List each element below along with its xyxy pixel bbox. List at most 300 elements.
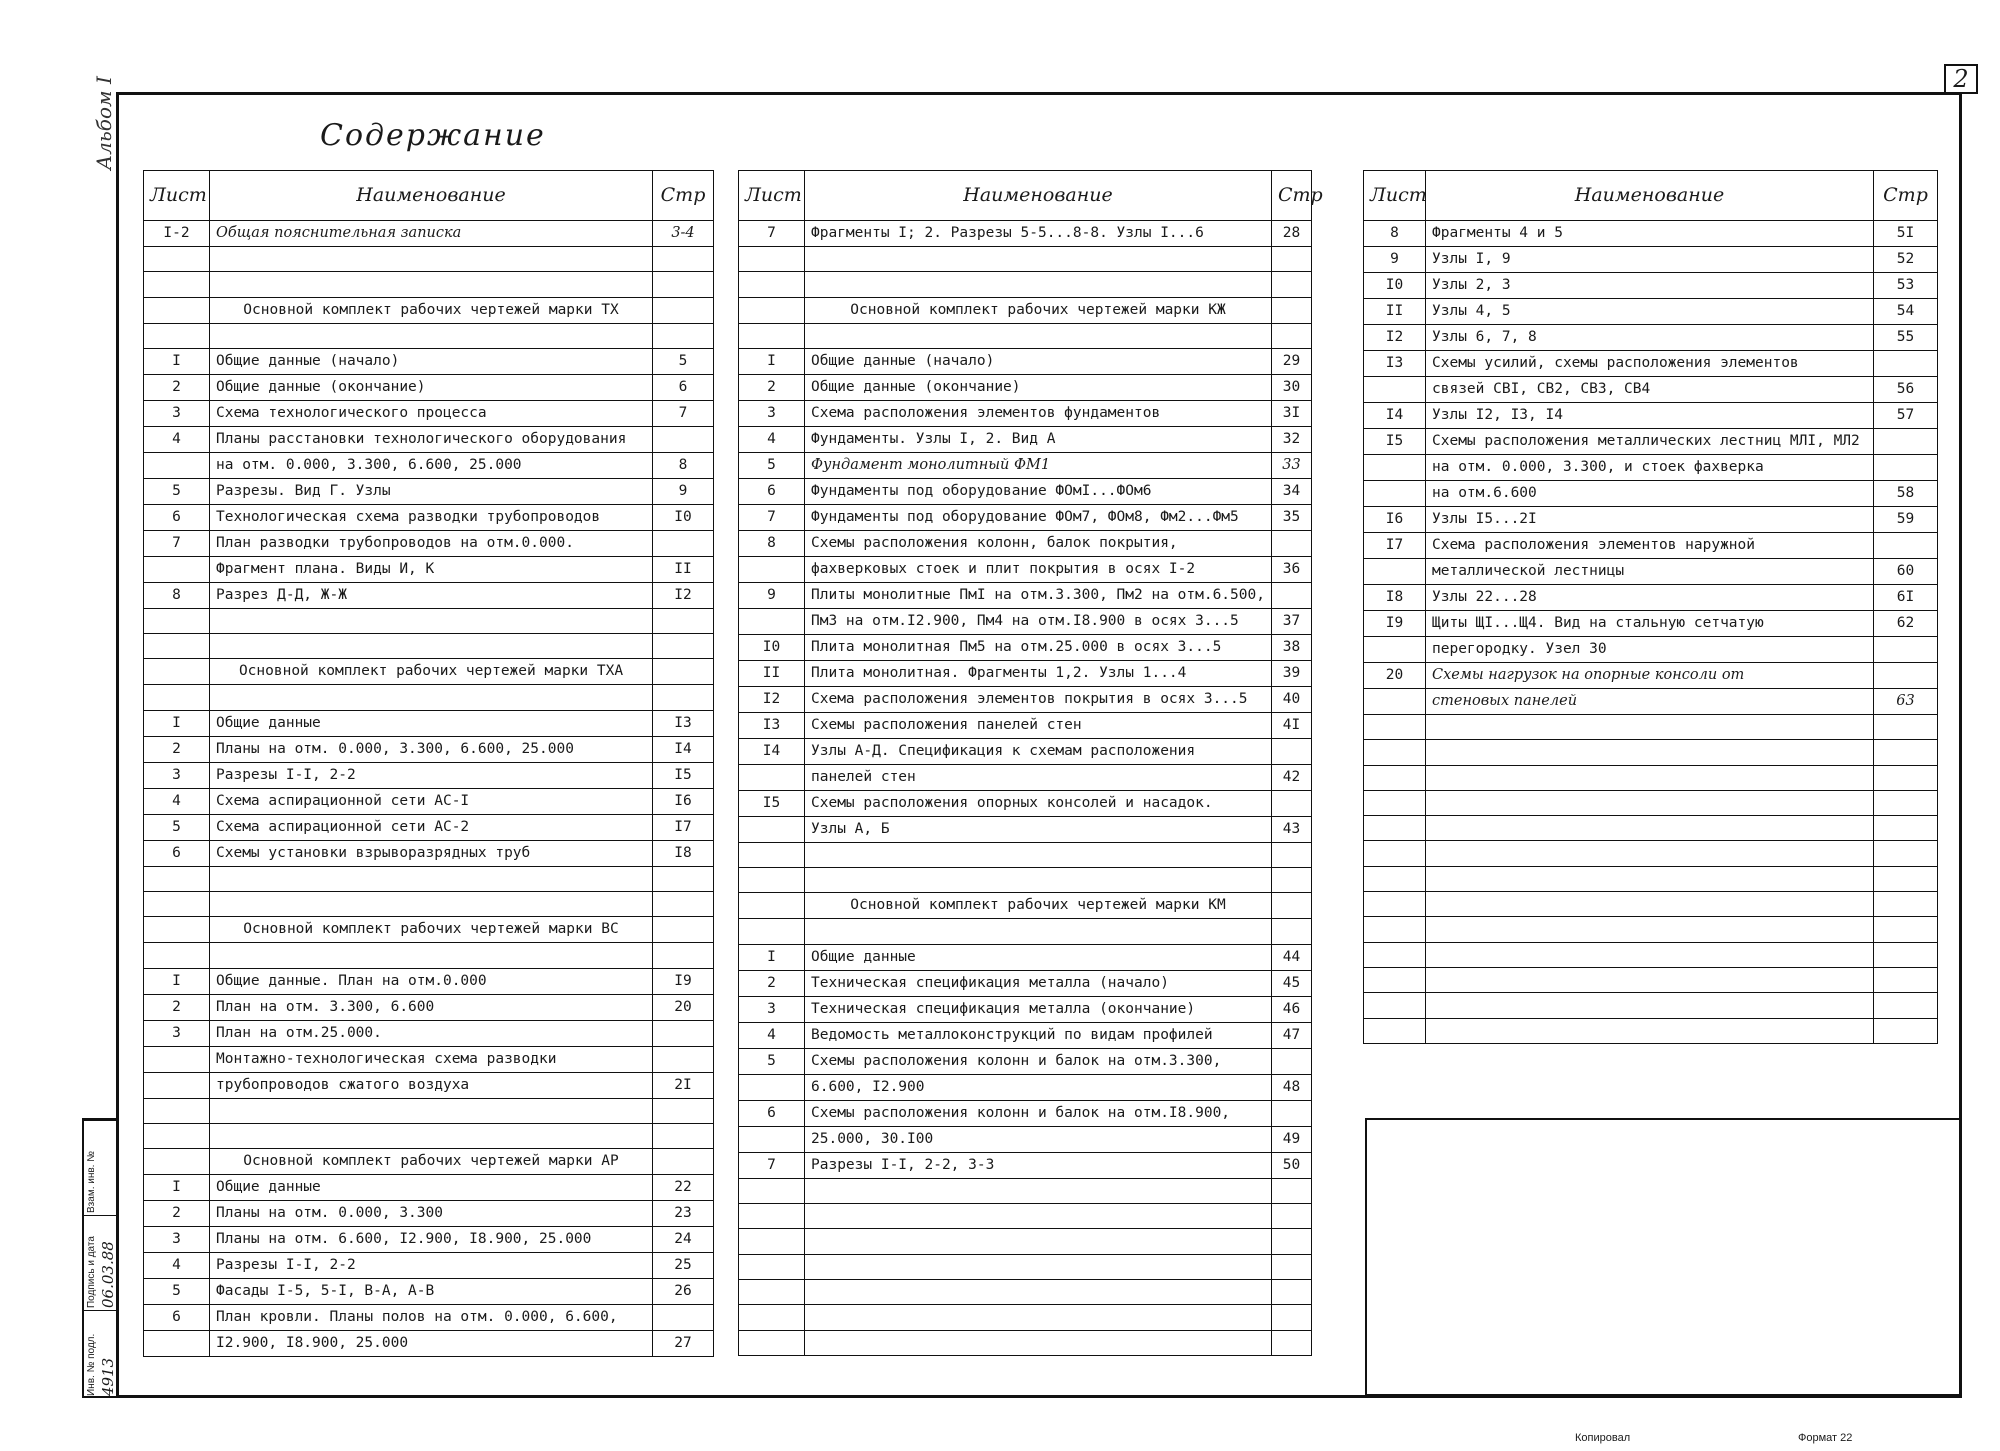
name-cell: Схема расположения элементов фундаментов <box>805 400 1272 426</box>
sheet-cell <box>739 323 805 348</box>
sheet-cell: I0 <box>739 634 805 660</box>
page-cell <box>653 1305 714 1331</box>
table-row <box>144 1175 714 1201</box>
name-cell: Фундамент монолитный ФМ1 <box>805 452 1272 478</box>
name-cell <box>1426 1018 1874 1043</box>
table-row <box>144 1253 714 1279</box>
page-cell: 38 <box>1272 634 1312 660</box>
name-cell: Фундаменты под оборудование ФОмI...ФОм6 <box>805 478 1272 504</box>
sheet-cell <box>144 1098 210 1123</box>
table-row <box>1364 455 1938 481</box>
page-cell <box>1874 637 1938 663</box>
sheet-cell <box>144 247 210 272</box>
sheet-cell <box>1364 481 1426 507</box>
page-cell: 30 <box>1272 374 1312 400</box>
name-cell: Общая пояснительная записка <box>210 221 653 247</box>
name-cell <box>1426 715 1874 740</box>
page-cell <box>1272 1254 1312 1279</box>
page-cell: 63 <box>1874 689 1938 715</box>
sheet-cell: I5 <box>1364 429 1426 455</box>
sheet-cell: II <box>739 660 805 686</box>
table-row <box>1364 816 1938 841</box>
page-cell <box>1272 738 1312 764</box>
table-row <box>144 685 714 710</box>
name-cell: стеновых панелей <box>1426 689 1874 715</box>
page-cell <box>1272 1305 1312 1330</box>
name-cell: на отм. 0.000, 3.300, 6.600, 25.000 <box>210 452 653 478</box>
album-mark: Альбом I <box>92 76 116 170</box>
name-cell: Общие данные (окончание) <box>210 374 653 400</box>
name-cell: металлической лестницы <box>1426 559 1874 585</box>
table-row <box>739 1178 1312 1203</box>
page-cell: 62 <box>1874 611 1938 637</box>
sheet-cell <box>1364 790 1426 815</box>
page-cell <box>1272 582 1312 608</box>
sheet-cell <box>144 1072 210 1098</box>
name-cell: Общие данные (окончание) <box>805 374 1272 400</box>
page-cell: 48 <box>1272 1074 1312 1100</box>
sheet-cell <box>1364 377 1426 403</box>
sheet-cell: 6 <box>144 840 210 866</box>
table-row <box>739 297 1312 323</box>
table-row <box>739 816 1312 842</box>
table-row <box>144 478 714 504</box>
table-row <box>144 968 714 994</box>
table-row <box>739 247 1312 272</box>
table-row <box>739 996 1312 1022</box>
table-row <box>1364 325 1938 351</box>
table-row <box>144 374 714 400</box>
name-cell <box>210 247 653 272</box>
table-row <box>739 1022 1312 1048</box>
name-cell: панелей стен <box>805 764 1272 790</box>
page-cell <box>1272 1279 1312 1304</box>
page-cell <box>653 1123 714 1148</box>
sheet-cell: 3 <box>144 762 210 788</box>
page-cell <box>653 943 714 968</box>
page-cell: 54 <box>1874 299 1938 325</box>
name-cell <box>210 272 653 297</box>
sheet-cell <box>144 556 210 582</box>
sheet-cell: I4 <box>739 738 805 764</box>
table-row <box>144 710 714 736</box>
name-cell: Основной комплект рабочих чертежей марки ТХА <box>210 659 653 685</box>
table-row <box>1364 559 1938 585</box>
sheet-cell: 2 <box>144 994 210 1020</box>
name-cell <box>1426 866 1874 891</box>
name-cell: трубопроводов сжатого воздуха <box>210 1072 653 1098</box>
name-cell: Общие данные (начало) <box>210 348 653 374</box>
name-cell: Монтажно-технологическая схема разводки <box>210 1046 653 1072</box>
sheet-cell: I9 <box>1364 611 1426 637</box>
sheet-cell: 7 <box>739 221 805 247</box>
page-cell: 43 <box>1272 816 1312 842</box>
sheet-cell: II <box>1364 299 1426 325</box>
strip-value: 06.03.88 <box>99 1241 117 1308</box>
table-row <box>739 452 1312 478</box>
sheet-cell: I <box>144 1175 210 1201</box>
name-cell: Схемы расположения панелей стен <box>805 712 1272 738</box>
sheet-cell: 2 <box>739 970 805 996</box>
page-cell: 57 <box>1874 403 1938 429</box>
name-cell: Пм3 на отм.I2.900, Пм4 на отм.I8.900 в осях 3...5 <box>805 608 1272 634</box>
sheet-cell: 6 <box>144 1305 210 1331</box>
table-row <box>144 247 714 272</box>
table-row <box>739 1330 1312 1355</box>
table-row <box>144 892 714 917</box>
name-cell: План кровли. Планы полов на отм. 0.000, 6.600, <box>210 1305 653 1331</box>
name-cell: Основной комплект рабочих чертежей марки АР <box>210 1149 653 1175</box>
name-cell: 25.000, 30.I00 <box>805 1126 1272 1152</box>
name-cell: Схемы расположения колонн и балок на отм.3.300, <box>805 1048 1272 1074</box>
sheet-cell: 6 <box>739 478 805 504</box>
page-cell: 33 <box>1272 452 1312 478</box>
name-cell: I2.900, I8.900, 25.000 <box>210 1331 653 1357</box>
table-row <box>1364 917 1938 942</box>
sheet-cell <box>739 816 805 842</box>
sheet-cell <box>144 917 210 943</box>
table-row <box>1364 740 1938 765</box>
page-cell <box>653 917 714 943</box>
sheet-cell <box>1364 637 1426 663</box>
table-row <box>144 556 714 582</box>
table-row <box>1364 429 1938 455</box>
table-row <box>739 582 1312 608</box>
page-cell <box>1874 790 1938 815</box>
page-cell <box>1272 868 1312 893</box>
strip-value: 4913 <box>99 1357 117 1396</box>
page-cell: I9 <box>653 968 714 994</box>
table-row <box>1364 351 1938 377</box>
page-cell <box>653 323 714 348</box>
page-cell: 24 <box>653 1227 714 1253</box>
page-cell: 8 <box>653 452 714 478</box>
table-row <box>1364 765 1938 790</box>
name-cell: Схема расположения элементов покрытия в осях 3...5 <box>805 686 1272 712</box>
page-cell <box>1272 530 1312 556</box>
sheet-cell <box>739 1074 805 1100</box>
sheet-cell <box>144 272 210 297</box>
table-row <box>1364 663 1938 689</box>
page-number: 2 <box>1944 64 1978 94</box>
table-row <box>1364 689 1938 715</box>
page-cell <box>1874 1018 1938 1043</box>
sheet-cell: 9 <box>739 582 805 608</box>
contents-table-3 <box>1363 170 1938 1044</box>
sheet-cell <box>1364 689 1426 715</box>
table-row <box>739 1254 1312 1279</box>
name-cell: Общие данные. План на отм.0.000 <box>210 968 653 994</box>
table-row <box>144 1305 714 1331</box>
name-cell: Технологическая схема разводки трубопроводов <box>210 504 653 530</box>
name-cell: Узлы 2, 3 <box>1426 273 1874 299</box>
name-cell: Схемы расположения колонн и балок на отм.I8.900, <box>805 1100 1272 1126</box>
table-row <box>1364 942 1938 967</box>
name-cell: Узлы I5...2I <box>1426 507 1874 533</box>
table-row <box>1364 403 1938 429</box>
name-cell <box>805 868 1272 893</box>
table-row <box>144 659 714 685</box>
sheet-cell: I <box>144 710 210 736</box>
page-cell: I8 <box>653 840 714 866</box>
header-page: Стр <box>653 171 714 221</box>
table-row <box>1364 866 1938 891</box>
sheet-cell <box>144 1046 210 1072</box>
table-row <box>739 1229 1312 1254</box>
sheet-cell: 2 <box>739 374 805 400</box>
name-cell <box>210 943 653 968</box>
name-cell: Планы на отм. 6.600, I2.900, I8.900, 25.000 <box>210 1227 653 1253</box>
page-cell: 42 <box>1272 764 1312 790</box>
name-cell: Схема технологического процесса <box>210 400 653 426</box>
strip-cell <box>84 1120 116 1215</box>
page-cell: 40 <box>1272 686 1312 712</box>
sheet-cell: 4 <box>144 426 210 452</box>
sheet-cell <box>739 1126 805 1152</box>
table-row <box>1364 533 1938 559</box>
name-cell: Техническая спецификация металла (окончание) <box>805 996 1272 1022</box>
table-row <box>739 530 1312 556</box>
table-row <box>739 1279 1312 1304</box>
table-row <box>144 608 714 633</box>
page-cell <box>653 1046 714 1072</box>
name-cell: План на отм. 3.300, 6.600 <box>210 994 653 1020</box>
table-row <box>144 1123 714 1148</box>
page-cell: 5 <box>653 348 714 374</box>
page-cell <box>653 1020 714 1046</box>
page-cell <box>1874 715 1938 740</box>
table-row <box>1364 247 1938 273</box>
page-cell: 60 <box>1874 559 1938 585</box>
sheet-cell <box>1364 841 1426 866</box>
sheet-cell: 5 <box>739 1048 805 1074</box>
sheet-cell <box>1364 455 1426 481</box>
sheet-cell <box>1364 892 1426 917</box>
table-row <box>739 1126 1312 1152</box>
page-cell: 36 <box>1272 556 1312 582</box>
table-row <box>739 738 1312 764</box>
page-cell: 9 <box>653 478 714 504</box>
table-row <box>1364 1018 1938 1043</box>
page-cell: 5I <box>1874 221 1938 247</box>
sheet-cell: 8 <box>739 530 805 556</box>
page-cell <box>1272 1048 1312 1074</box>
name-cell: Основной комплект рабочих чертежей марки ТХ <box>210 297 653 323</box>
table-row <box>1364 377 1938 403</box>
name-cell: перегородку. Узел 30 <box>1426 637 1874 663</box>
header-page: Стр <box>1272 171 1312 221</box>
page-cell <box>653 608 714 633</box>
header-name: Наименование <box>805 171 1272 221</box>
sheet-cell <box>144 1149 210 1175</box>
sheet-cell: 9 <box>1364 247 1426 273</box>
sheet-cell: I3 <box>1364 351 1426 377</box>
page-cell: 53 <box>1874 273 1938 299</box>
sheet-cell: I4 <box>1364 403 1426 429</box>
name-cell: связей СВI, СВ2, СВ3, СВ4 <box>1426 377 1874 403</box>
page-cell <box>1874 765 1938 790</box>
sheet-cell <box>144 866 210 891</box>
table-row <box>1364 841 1938 866</box>
page-cell: 32 <box>1272 426 1312 452</box>
sheet-cell <box>739 1204 805 1229</box>
sheet-cell <box>739 1330 805 1355</box>
page-cell <box>1272 1178 1312 1203</box>
sheet-cell: 3 <box>144 1227 210 1253</box>
table-row <box>144 400 714 426</box>
table-row <box>739 712 1312 738</box>
strip-cell <box>84 1215 116 1310</box>
table-row <box>144 504 714 530</box>
name-cell: Общие данные <box>210 1175 653 1201</box>
name-cell <box>805 272 1272 297</box>
table-row <box>739 504 1312 530</box>
table-row <box>144 323 714 348</box>
contents-table-2 <box>738 170 1323 1356</box>
page-cell <box>1874 740 1938 765</box>
table-row <box>739 893 1312 919</box>
name-cell: План на отм.25.000. <box>210 1020 653 1046</box>
table-row <box>739 790 1312 816</box>
footer-format: Формат 22 <box>1798 1432 1853 1444</box>
page-cell: 6 <box>653 374 714 400</box>
header-page: Стр <box>1874 171 1938 221</box>
name-cell <box>805 1305 1272 1330</box>
table-row <box>144 736 714 762</box>
page-cell: 34 <box>1272 478 1312 504</box>
page-cell: 55 <box>1874 325 1938 351</box>
sheet-cell: 2 <box>144 1201 210 1227</box>
sheet-cell <box>739 1279 805 1304</box>
page-cell: 28 <box>1272 221 1312 247</box>
page-cell <box>1272 919 1312 944</box>
table-row <box>144 1072 714 1098</box>
sheet-cell <box>144 297 210 323</box>
sheet-cell <box>144 1331 210 1357</box>
page-cell <box>653 530 714 556</box>
stamp-box <box>1365 1118 1961 1396</box>
name-cell: Ведомость металлоконструкций по видам профилей <box>805 1022 1272 1048</box>
name-cell <box>1426 993 1874 1018</box>
page-cell <box>1874 455 1938 481</box>
page-cell: 45 <box>1272 970 1312 996</box>
sheet-cell: 2 <box>144 736 210 762</box>
name-cell: Разрезы. Вид Г. Узлы <box>210 478 653 504</box>
sheet-cell <box>1364 740 1426 765</box>
sheet-cell: 3 <box>144 1020 210 1046</box>
name-cell: Планы расстановки технологического оборудования <box>210 426 653 452</box>
sheet-cell <box>1364 559 1426 585</box>
page-cell <box>1874 917 1938 942</box>
page-cell: 39 <box>1272 660 1312 686</box>
table-row <box>144 634 714 659</box>
contents-table-1 <box>143 170 714 1357</box>
sheet-cell: 6 <box>144 504 210 530</box>
table-row <box>144 762 714 788</box>
page-cell: I3 <box>653 710 714 736</box>
name-cell <box>1426 917 1874 942</box>
page-cell <box>653 1098 714 1123</box>
name-cell: Планы на отм. 0.000, 3.300 <box>210 1201 653 1227</box>
table-row <box>144 1227 714 1253</box>
sheet-cell: 2 <box>144 374 210 400</box>
table-row <box>1364 221 1938 247</box>
approval-strip <box>82 1118 116 1398</box>
name-cell <box>805 1204 1272 1229</box>
footer-copied: Копировал <box>1575 1432 1631 1444</box>
table-row <box>144 1149 714 1175</box>
table-row <box>739 272 1312 297</box>
page-cell: 7 <box>653 400 714 426</box>
name-cell <box>210 323 653 348</box>
page-cell <box>1874 967 1938 992</box>
page-cell <box>1272 1100 1312 1126</box>
page-cell: 50 <box>1272 1152 1312 1178</box>
name-cell <box>805 1254 1272 1279</box>
page-cell: 25 <box>653 1253 714 1279</box>
sheet-cell <box>144 452 210 478</box>
page-cell <box>1272 842 1312 867</box>
name-cell: Основной комплект рабочих чертежей марки КЖ <box>805 297 1272 323</box>
page-cell <box>1874 533 1938 559</box>
sheet-cell <box>1364 917 1426 942</box>
sheet-cell <box>144 892 210 917</box>
name-cell <box>805 247 1272 272</box>
name-cell: Схемы установки взрыворазрядных труб <box>210 840 653 866</box>
page-cell: 2I <box>653 1072 714 1098</box>
page-cell <box>1272 272 1312 297</box>
page-cell <box>1874 429 1938 455</box>
table-row <box>739 868 1312 893</box>
sheet-cell: I5 <box>739 790 805 816</box>
sheet-cell: 4 <box>739 1022 805 1048</box>
sheet-cell: I2 <box>739 686 805 712</box>
strip-label: Инв. № подл. <box>86 1333 97 1396</box>
sheet-cell: I0 <box>1364 273 1426 299</box>
name-cell: Фундаменты. Узлы I, 2. Вид А <box>805 426 1272 452</box>
table-row <box>739 1204 1312 1229</box>
name-cell: Техническая спецификация металла (начало) <box>805 970 1272 996</box>
sheet-cell <box>739 1305 805 1330</box>
page-cell <box>1874 841 1938 866</box>
sheet-cell: 5 <box>144 1279 210 1305</box>
name-cell: Щиты ЩI...Щ4. Вид на стальную сетчатую <box>1426 611 1874 637</box>
sheet-cell: I <box>739 944 805 970</box>
name-cell: Схемы расположения металлических лестниц МЛI, МЛ2 <box>1426 429 1874 455</box>
name-cell: Основной комплект рабочих чертежей марки КМ <box>805 893 1272 919</box>
name-cell <box>805 1229 1272 1254</box>
sheet-cell: 3 <box>144 400 210 426</box>
sheet-cell <box>144 634 210 659</box>
page-cell: 46 <box>1272 996 1312 1022</box>
sheet-cell: 5 <box>144 478 210 504</box>
table-row <box>739 1100 1312 1126</box>
page-cell: 20 <box>653 994 714 1020</box>
table-row <box>739 1074 1312 1100</box>
sheet-cell <box>739 893 805 919</box>
table-row <box>739 660 1312 686</box>
name-cell: 6.600, I2.900 <box>805 1074 1272 1100</box>
table-row <box>739 919 1312 944</box>
name-cell: Общие данные <box>210 710 653 736</box>
table-row <box>739 556 1312 582</box>
header-sheet: Лист <box>739 171 805 221</box>
table-row <box>144 1201 714 1227</box>
sheet-cell <box>144 323 210 348</box>
name-cell: на отм. 0.000, 3.300, и стоек фахверка <box>1426 455 1874 481</box>
page-cell: 56 <box>1874 377 1938 403</box>
sheet-cell: I6 <box>1364 507 1426 533</box>
